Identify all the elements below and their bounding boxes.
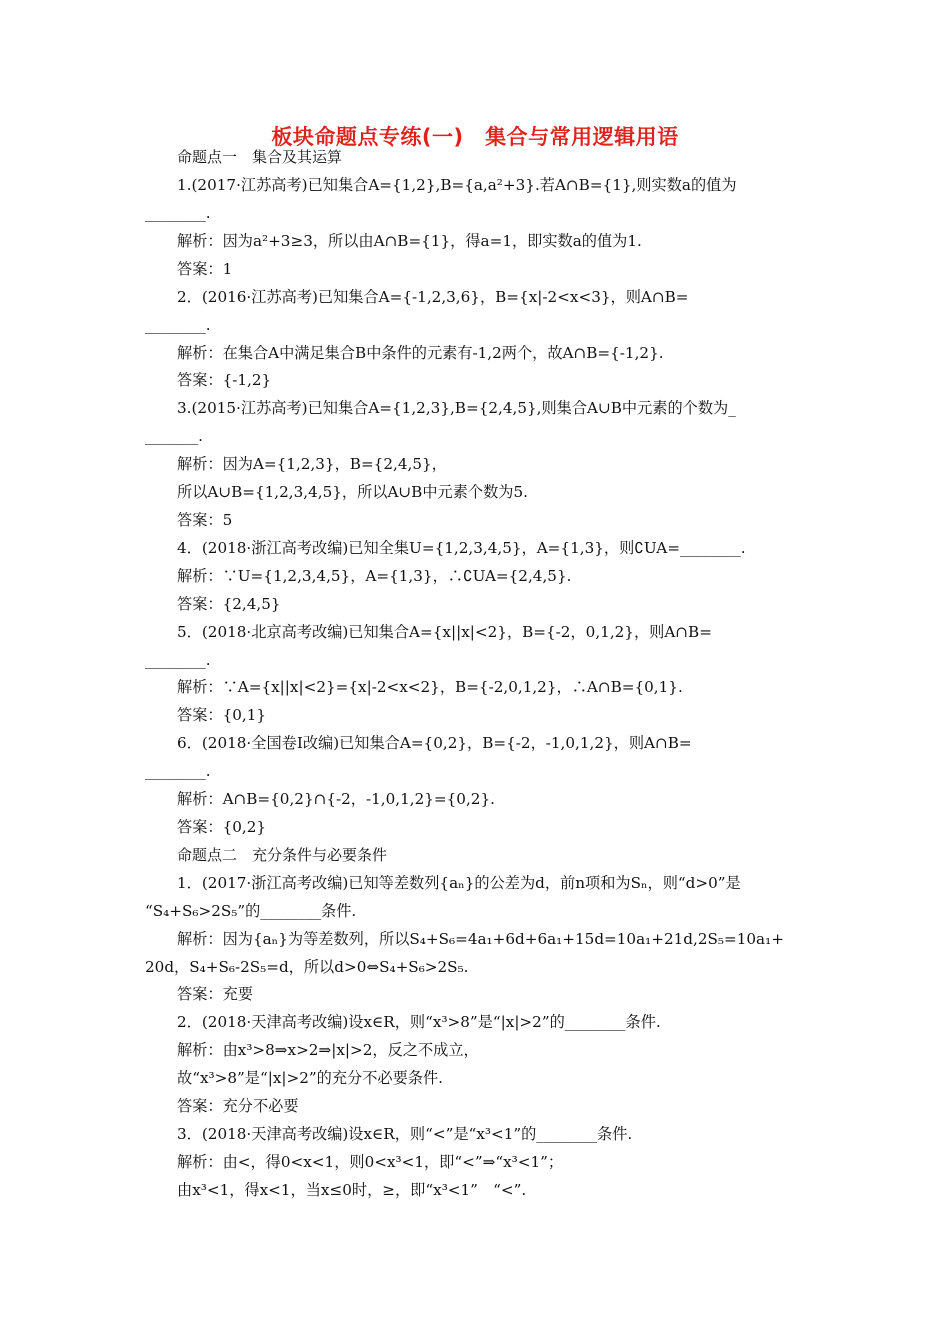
answer-1-3: 答案：5 [177, 511, 233, 529]
question-2-3: 3．(2018·天津高考改编)设x∈R，则“<”是“x³<1”的________条件. [177, 1125, 633, 1143]
solution-1-1: 解析：因为a²+3≥3，所以由A∩B={1}，得a=1，即实数a的值为1. [177, 232, 642, 250]
question-1-2-blank: ________. [145, 316, 211, 334]
question-1-6-blank: ________. [145, 762, 211, 780]
answer-2-2: 答案：充分不必要 [177, 1097, 299, 1115]
solution-1-2: 解析：在集合A中满足集合B中条件的元素有-1,2两个，故A∩B={-1,2}. [177, 344, 664, 362]
solution-2-1-cont: 20d，S₄+S₆-2S₅=d，所以d>0⇔S₄+S₆>2S₅. [145, 958, 469, 976]
question-2-1-cont: “S₄+S₆>2S₅”的________条件. [145, 902, 357, 920]
section-heading-1: 命题点一 集合及其运算 [177, 148, 343, 166]
question-1-2: 2．(2016·江苏高考)已知集合A={-1,2,3,6}，B={x|-2<x<3}，则A∩B= [177, 288, 689, 306]
question-1-5-blank: ________. [145, 651, 211, 669]
answer-2-1: 答案：充要 [177, 985, 253, 1003]
answer-1-6: 答案：{0,2} [177, 818, 267, 836]
question-1-3: 3.(2015·江苏高考)已知集合A={1,2,3},B={2,4,5},则集合A∪B中元素的个数为_ [177, 399, 736, 417]
solution-2-3-cont: 由x³<1，得x<1，当x≤0时，≥，即“x³<1” “<”. [177, 1181, 527, 1199]
solution-1-6: 解析：A∩B={0,2}∩{-2，-1,0,1,2}={0,2}. [177, 790, 495, 808]
solution-1-4: 解析：∵U={1,2,3,4,5}，A={1,3}，∴∁UA={2,4,5}. [177, 567, 572, 585]
solution-1-3: 解析：因为A={1,2,3}，B={2,4,5}， [177, 455, 447, 473]
question-1-1: 1.(2017·江苏高考)已知集合A={1,2},B={a,a²+3}.若A∩B={1},则实数a的值为 [177, 176, 737, 194]
question-1-1-blank: ________. [145, 204, 211, 222]
solution-2-3: 解析：由<，得0<x<1，则0<x³<1，即“<”⇒“x³<1”； [177, 1153, 564, 1171]
question-1-5: 5．(2018·北京高考改编)已知集合A={x||x|<2}，B={-2，0,1,2}，则A∩B= [177, 623, 712, 641]
page-title: 板块命题点专练(一) 集合与常用逻辑用语 [271, 125, 679, 149]
question-2-1: 1．(2017·浙江高考改编)已知等差数列{aₙ}的公差为d，前n项和为Sₙ，则“d>0”是 [177, 874, 741, 892]
answer-1-2: 答案：{-1,2} [177, 371, 272, 389]
question-1-3-blank: _______. [145, 427, 203, 445]
solution-1-5: 解析：∵A={x||x|<2}={x|-2<x<2}，B={-2,0,1,2}，∴A∩B={0,1}. [177, 678, 683, 696]
question-2-2: 2．(2018·天津高考改编)设x∈R，则“x³>8”是“|x|>2”的________条件. [177, 1013, 661, 1031]
answer-1-4: 答案：{2,4,5} [177, 595, 281, 613]
section-heading-2: 命题点二 充分条件与必要条件 [177, 846, 388, 864]
solution-2-2-cont: 故“x³>8”是“|x|>2”的充分不必要条件. [177, 1069, 443, 1087]
solution-1-3-cont: 所以A∪B={1,2,3,4,5}，所以A∪B中元素个数为5. [177, 483, 528, 501]
answer-1-1: 答案：1 [177, 260, 233, 278]
solution-2-2: 解析：由x³>8⇒x>2⇒|x|>2，反之不成立， [177, 1041, 479, 1059]
answer-1-5: 答案：{0,1} [177, 706, 267, 724]
question-1-6: 6．(2018·全国卷Ⅰ改编)已知集合A={0,2}，B={-2，-1,0,1,2}，则A∩B= [177, 734, 692, 752]
question-1-4: 4．(2018·浙江高考改编)已知全集U={1,2,3,4,5}，A={1,3}，则∁UA=________. [177, 539, 746, 557]
solution-2-1: 解析：因为{aₙ}为等差数列，所以S₄+S₆=4a₁+6d+6a₁+15d=10a₁+21d,2S₅=10a₁+ [177, 930, 784, 948]
